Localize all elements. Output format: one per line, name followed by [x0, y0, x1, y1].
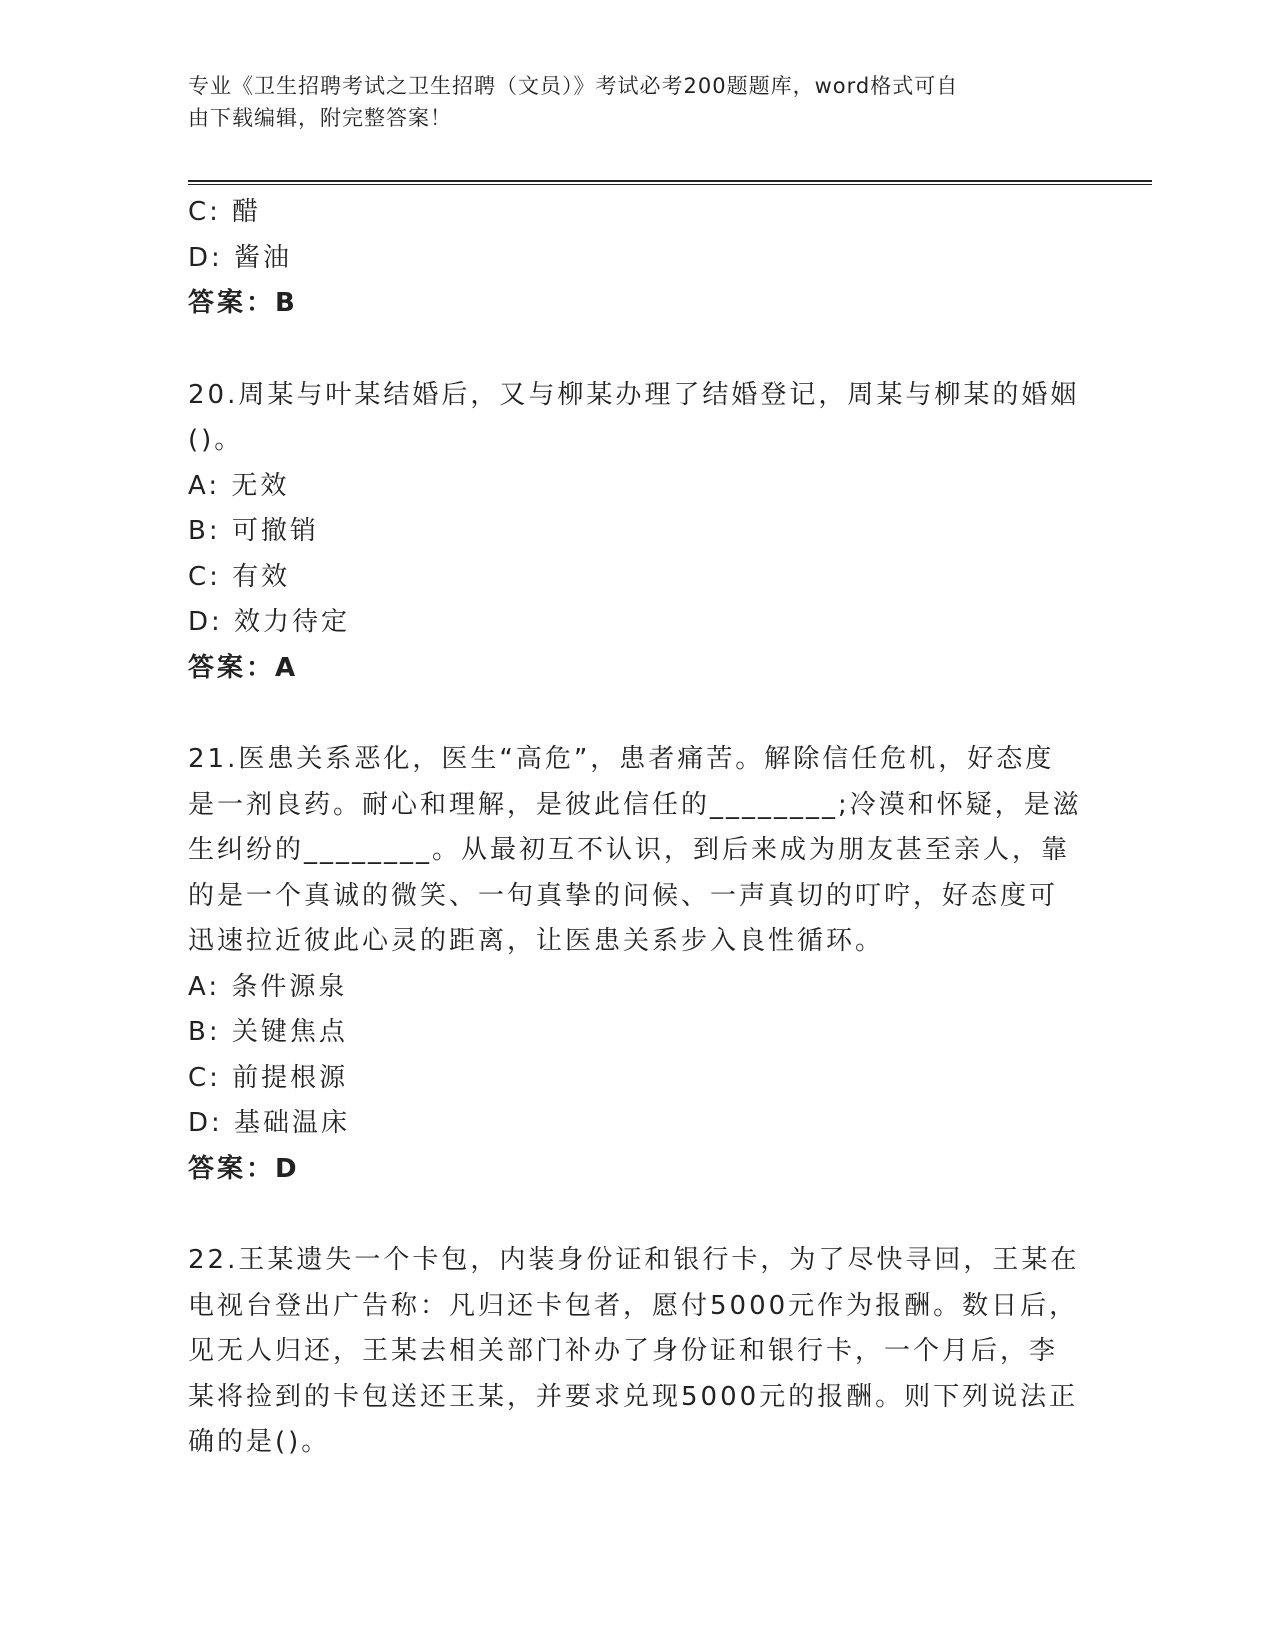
spacer	[188, 691, 1088, 737]
option-b: B: 可撤销	[188, 516, 319, 546]
document-header	[188, 70, 1068, 134]
question-19-tail	[188, 190, 1088, 327]
header-line-2: 由下载编辑，附完整答案！	[188, 106, 452, 130]
question-22	[188, 1238, 1088, 1466]
document-body	[188, 190, 1088, 1466]
answer: 答案：B	[188, 288, 298, 318]
question-stem: 见无人归还，王某去相关部门补办了身份证和银行卡，一个月后，李	[188, 1336, 1059, 1366]
question-stem: 迅速拉近彼此心灵的距离，让医患关系步入良性循环。	[188, 926, 885, 956]
question-21	[188, 737, 1088, 1192]
question-stem: 22.王某遗失一个卡包，内装身份证和银行卡，为了尽快寻回，王某在	[188, 1245, 1080, 1275]
spacer	[188, 327, 1088, 373]
option-b: B: 关键焦点	[188, 1017, 348, 1047]
question-stem: 的是一个真诚的微笑、一句真挚的问候、一声真切的叮咛，好态度可	[188, 880, 1059, 911]
option-d: D: 基础温床	[188, 1108, 351, 1138]
option-c: C: 前提根源	[188, 1062, 349, 1093]
question-stem: 某将捡到的卡包送还王某，并要求兑现5000元的报酬。则下列说法正	[188, 1381, 1079, 1412]
question-20	[188, 373, 1088, 692]
question-stem: ()。	[188, 425, 244, 455]
header-line-1: 专业《卫生招聘考试之卫生招聘（文员）》考试必考200题题库，word格式可自	[188, 74, 959, 98]
question-stem: 20.周某与叶某结婚后，又与柳某办理了结婚登记，周某与柳某的婚姻	[188, 379, 1080, 410]
option-d: D: 酱油	[188, 242, 293, 273]
question-stem: 电视台登出广告称：凡归还卡包者，愿付5000元作为报酬。数日后，	[188, 1290, 1079, 1321]
answer: 答案：D	[188, 1153, 300, 1184]
option-c: C: 醋	[188, 197, 262, 227]
option-d: D: 效力待定	[188, 607, 351, 637]
option-c: C: 有效	[188, 561, 291, 592]
option-a: A: 条件源泉	[188, 971, 348, 1002]
question-stem: 确的是()。	[188, 1427, 331, 1457]
spacer	[188, 1192, 1088, 1238]
question-stem: 是一剂良药。耐心和理解，是彼此信任的________;冷漠和怀疑，是滋	[188, 789, 1082, 820]
header-divider-thick	[188, 180, 1152, 182]
question-stem: 21.医患关系恶化，医生“高危”，患者痛苦。解除信任危机，好态度	[188, 744, 1055, 774]
header-divider-thin	[188, 184, 1152, 185]
option-a: A: 无效	[188, 470, 290, 501]
answer: 答案：A	[188, 652, 299, 683]
question-stem: 生纠纷的________。从最初互不认识，到后来成为朋友甚至亲人，靠	[188, 835, 1071, 865]
